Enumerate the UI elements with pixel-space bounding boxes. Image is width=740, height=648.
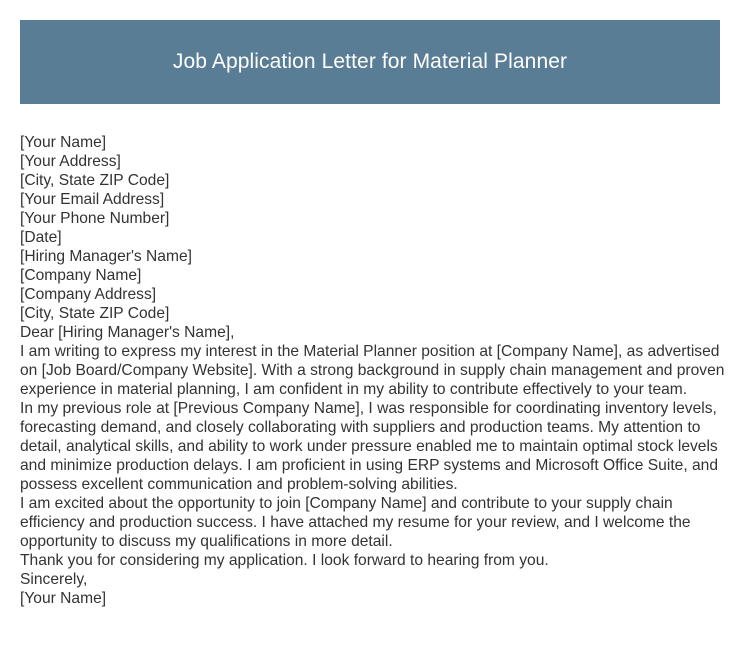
sender-name: [Your Name] [20,134,107,151]
paragraph-intro: I am writing to express my interest in the Material Planner position at [Company Name], as advertised on [Job Board/Company Website]. With a strong background in supply chain management and proven experience in material planning, I am confident in my ability to contribute effectively to your team. [20,343,725,398]
greeting: Dear [Hiring Manager's Name], [20,324,235,341]
sender-address: [Your Address] [20,153,121,170]
paragraph-thanks: Thank you for considering my application. I look forward to hearing from you. [20,552,549,569]
sender-phone: [Your Phone Number] [20,210,170,227]
recipient-name: [Hiring Manager's Name] [20,248,192,265]
letter-body [20,133,726,608]
signature: [Your Name] [20,590,107,607]
recipient-city: [City, State ZIP Code] [20,305,170,322]
paragraph-experience: In my previous role at [Previous Company Name], I was responsible for coordinating inventory levels, forecasting demand, and closely collaborating with suppliers and production teams. My attention to detail, analytical skills, and ability to work under pressure enabled me to maintain optimal stock levels and minimize production delays. I am proficient in using ERP systems and Microsoft Office Suite, and possess excellent communication and problem-solving abilities. [20,400,719,493]
recipient-company: [Company Name] [20,267,142,284]
closing: Sincerely, [20,571,88,588]
sender-city: [City, State ZIP Code] [20,172,170,189]
header-banner [20,20,720,104]
sender-email: [Your Email Address] [20,191,165,208]
letter-date: [Date] [20,229,62,246]
page-title: Job Application Letter for Material Planner [172,50,568,73]
recipient-address: [Company Address] [20,286,157,303]
paragraph-motivation: I am excited about the opportunity to join [Company Name] and contribute to your supply chain efficiency and production success. I have attached my resume for your review, and I welcome the opportunity to discuss my qualifications in more detail. [20,495,691,550]
